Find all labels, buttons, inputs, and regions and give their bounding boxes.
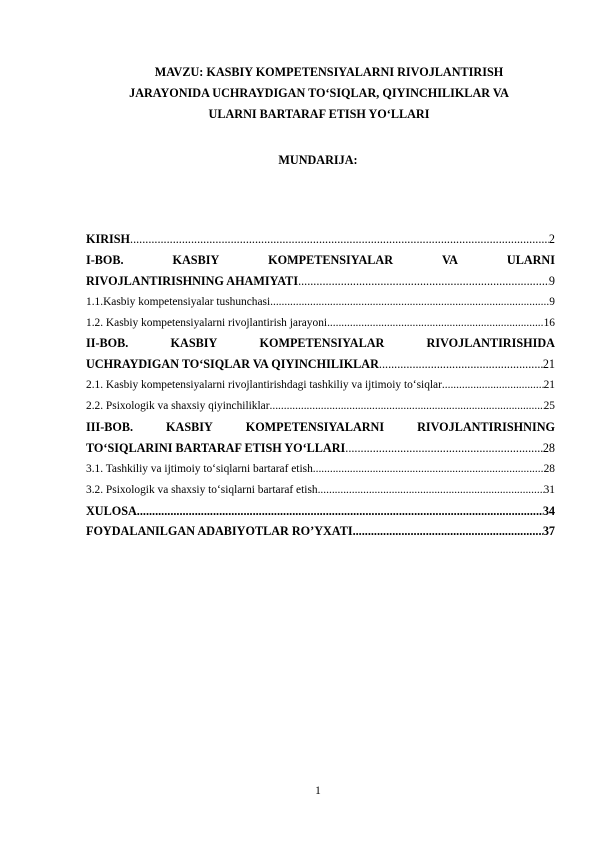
toc-entry-1-1[interactable]: [86, 292, 555, 313]
toc-entry-page: 25: [543, 400, 555, 413]
toc-entry-3-2[interactable]: [86, 480, 555, 501]
toc-entry-page: 2: [548, 232, 555, 246]
toc-leader-dots: [353, 521, 543, 542]
toc-leader-dots: [313, 459, 544, 480]
toc-word: KOMPETENSIYALAR: [268, 252, 394, 267]
toc-leader-dots: [318, 480, 544, 501]
toc-word: RIVOJLANTIRISHNING: [417, 420, 555, 435]
toc-leader-dots: [130, 229, 549, 250]
toc-leader-dots: [442, 375, 544, 396]
toc-word: ULARNI: [506, 252, 555, 267]
toc-entry-page: 21: [542, 357, 555, 372]
toc-leader-dots: [270, 396, 544, 417]
toc-entry-3-1[interactable]: [86, 459, 555, 480]
toc-entry-text: 1.1.Kasbiy kompetensiyalar tushunchasi: [86, 295, 271, 308]
toc-entry-page: 34: [542, 503, 555, 518]
toc-entry-chapter-2[interactable]: [86, 354, 555, 375]
toc-entry-page: 21: [543, 379, 555, 392]
toc-entry-text: XULOSA: [86, 503, 137, 518]
toc-entry-2-1[interactable]: [86, 375, 555, 396]
toc-entry-text: 2.2. Psixologik va shaxsiy qiyinchiliklar: [86, 400, 270, 413]
title-line-1: MAVZU: KASBIY KOMPETENSIYALARNI RIVOJLANTIRISH: [154, 65, 504, 79]
contents-heading: MUNDARIJA:: [278, 153, 358, 167]
toc-entry-page: 31: [543, 483, 555, 496]
toc-entry-page: 9: [549, 295, 555, 308]
toc-word: KASBIY: [172, 252, 220, 267]
toc-word: KASBIY: [170, 336, 218, 351]
toc-entry-text: 1.2. Kasbiy kompetensiyalarni rivojlantirish jarayoni: [86, 316, 328, 329]
toc-word: RIVOJLANTIRISHIDA: [426, 336, 555, 351]
toc-leader-dots: [327, 313, 544, 334]
toc-entry-kirish[interactable]: [86, 229, 555, 250]
toc-word: VA: [441, 252, 458, 267]
toc-entry-text: TO‘SIQLARINI BARTARAF ETISH YO‘LLARI: [86, 440, 346, 455]
page-number: 1: [315, 785, 321, 797]
toc-entry-text: KIRISH: [86, 232, 131, 246]
toc-entry-page: 28: [542, 440, 555, 455]
toc-entry-xulosa[interactable]: [86, 501, 555, 522]
toc-entry-page: 9: [548, 273, 555, 288]
toc-word: KASBIY: [166, 420, 213, 435]
toc-entry-page: 37: [542, 524, 555, 539]
toc-leader-dots: [270, 292, 549, 313]
title-line-3: ULARNI BARTARAF ETISH YO‘LLARI: [208, 107, 430, 121]
toc-entry-2-2[interactable]: [86, 396, 555, 417]
toc-leader-dots: [137, 501, 543, 522]
toc-entry-chapter-3[interactable]: [86, 438, 555, 459]
toc-leader-dots: [298, 271, 549, 292]
toc-word: II-BOB.: [86, 336, 129, 351]
toc-leader-dots: [379, 354, 543, 375]
table-of-contents: [86, 229, 555, 542]
toc-word: I-BOB.: [86, 252, 124, 267]
toc-chapter-3-heading[interactable]: [86, 417, 555, 438]
toc-word: III-BOB.: [86, 420, 134, 435]
toc-entry-text: FOYDALANILGAN ADABIYOTLAR RO’YXATI: [86, 524, 353, 539]
toc-entry-page: 16: [543, 316, 555, 329]
toc-entry-text: 2.1. Kasbiy kompetensiyalarni rivojlantirishdagi tashkiliy va ijtimoiy to‘siqlar: [86, 379, 442, 392]
toc-entry-page: 28: [543, 462, 555, 475]
toc-entry-text: UCHRAYDIGAN TO‘SIQLAR VA QIYINCHILIKLAR: [86, 357, 379, 372]
toc-word: KOMPETENSIYALAR: [259, 336, 385, 351]
toc-chapter-1-heading[interactable]: [86, 250, 555, 271]
toc-entry-chapter-1[interactable]: [86, 271, 555, 292]
toc-leader-dots: [345, 438, 543, 459]
toc-entry-text: RIVOJLANTIRISHNING AHAMIYATI: [86, 273, 299, 288]
toc-chapter-2-heading[interactable]: [86, 333, 555, 354]
toc-entry-text: 3.2. Psixologik va shaxsiy to‘siqlarni bartaraf etish: [86, 483, 318, 496]
toc-word: KOMPETENSIYALARNI: [245, 420, 385, 435]
toc-entry-1-2[interactable]: [86, 313, 555, 334]
toc-entry-text: 3.1. Tashkiliy va ijtimoiy to‘siqlarni bartaraf etish: [86, 462, 313, 475]
toc-entry-bibliography[interactable]: [86, 521, 555, 542]
title-line-2: JARAYONIDA UCHRAYDIGAN TO‘SIQLAR, QIYINCHILIKLAR VA: [129, 86, 509, 100]
document-title: [84, 62, 554, 125]
